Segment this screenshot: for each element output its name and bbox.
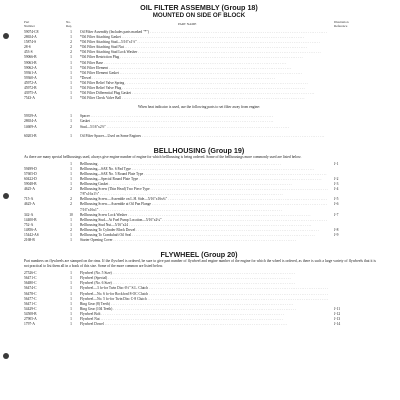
part-number: 28-S bbox=[24, 45, 31, 50]
parts-row bbox=[18, 96, 380, 101]
part-name: Bellhousing—SAE No. 5 Round Plate Type . . . bbox=[80, 172, 328, 177]
part-name: *Dowel . . . bbox=[80, 76, 328, 81]
parts-row bbox=[18, 322, 380, 327]
part-number: 715-A bbox=[24, 197, 34, 202]
part-name: Ring Gear (8) Teeth) . . . bbox=[80, 302, 328, 307]
part-name: Flywheel (No. 6 Size) . . . bbox=[80, 281, 328, 286]
qty: 1 bbox=[70, 322, 72, 327]
qty: 2 bbox=[70, 202, 72, 207]
part-name: Flywheel—3 fo-for Twin Disc 6½" S.L. Clutch . . . bbox=[80, 286, 328, 291]
qty: 1 bbox=[70, 286, 72, 291]
qty: 1 bbox=[70, 80, 72, 85]
part-number: 43975-A bbox=[24, 91, 37, 96]
part-name: Stud—5/16"x2½" . . . bbox=[80, 125, 328, 130]
qty: 2 bbox=[70, 227, 72, 232]
qty: 2 bbox=[70, 45, 72, 50]
qty: 2 bbox=[70, 40, 72, 45]
part-number: 56474-C bbox=[24, 286, 37, 291]
qty: 1 bbox=[70, 65, 72, 70]
qty: 1 bbox=[70, 114, 72, 119]
part-name: Bellhousing—SAE No. 6 Pad Type . . . bbox=[80, 167, 328, 172]
part-name: Bellhousing To Cylinder Block Dowel . . . bbox=[80, 228, 328, 233]
bellhousing-parts-list bbox=[18, 162, 380, 244]
part-number: 56471-C bbox=[24, 276, 37, 281]
part-name: Gasket . . . bbox=[80, 119, 328, 124]
part-name: Bellhousing Screw—Assemble at Oil Pan Flange . . . bbox=[80, 202, 328, 207]
flywheel-intro: Part numbers on flywheels are stamped on the rims. If the flywheel is ordered, be sure to give part number of flywheel and engine number of the engine for which the wheel is ordered, as there is such a large variety of flywheels that it is not practical to list them all in a book of this size. Some of the more common are listed below. bbox=[24, 259, 376, 269]
part-number: 60203-B bbox=[24, 133, 37, 138]
part-number: 57605-D bbox=[24, 171, 37, 176]
qty: 1 bbox=[70, 91, 72, 96]
part-name: *Oil Filter Relief Valve Spring . . . bbox=[80, 81, 328, 86]
qty: 1 bbox=[70, 306, 72, 311]
qty: 1 bbox=[70, 75, 72, 80]
part-name: Flywheel Bolt . . . bbox=[80, 312, 328, 317]
part-name: Flywheel—No. 5 fo-for Twin Disc C-8 Clutch . . . bbox=[80, 297, 328, 302]
qty: 1 bbox=[70, 133, 72, 138]
part-name: Bellhousing—Special Round Plate Type . . . bbox=[80, 177, 328, 182]
part-name: *Oil Filter Check Valve Ball . . . bbox=[80, 96, 328, 101]
part-name: Ring Gear (104 Teeth) . . . bbox=[80, 307, 328, 312]
part-name: Starter Opening Cover . . . bbox=[80, 238, 328, 243]
part-name: *Oil Filter Attaching Gasket . . . bbox=[80, 35, 328, 40]
part-name: Bellhousing Stud—At Fuel Pump Location—5/16"x2¼" . . . bbox=[80, 218, 328, 223]
qty: 1 bbox=[70, 296, 72, 301]
illustration-ref: J-14 bbox=[334, 322, 341, 327]
part-number: 7543-A bbox=[24, 96, 35, 101]
header-illustration-ref: Illustration Reference bbox=[334, 20, 349, 28]
binder-hole bbox=[3, 193, 9, 199]
part-number: 342-A bbox=[24, 212, 34, 217]
qty: 1 bbox=[70, 176, 72, 181]
part-name: Bellhousing Screw—Assemble on L.H. Side—5/16"x16x¾" . . . bbox=[80, 197, 328, 202]
illustration-ref: J-4 bbox=[334, 187, 339, 192]
flywheel-title: FLYWHEEL (Group 20) bbox=[160, 250, 238, 260]
qty: 1 bbox=[70, 182, 72, 187]
column-headers bbox=[18, 20, 380, 30]
qty: 1 bbox=[70, 96, 72, 101]
part-number: 56471-C bbox=[24, 301, 37, 306]
qty: 1 bbox=[70, 222, 72, 227]
part-number: 59074-C8 bbox=[24, 30, 39, 34]
qty: 1 bbox=[70, 311, 72, 316]
qty: 2 bbox=[70, 124, 72, 129]
part-number: 59360-A bbox=[24, 75, 37, 80]
part-name: Flywheel (No. 5 Size) . . . bbox=[80, 271, 328, 276]
part-number: 59048-B bbox=[24, 182, 37, 187]
qty: 1 bbox=[70, 35, 72, 40]
part-number: 59063-B bbox=[24, 60, 37, 65]
illustration-ref: J-9 bbox=[334, 233, 339, 237]
part-name: Flywheel Dowel . . . bbox=[80, 322, 328, 327]
qty: 1 bbox=[70, 171, 72, 176]
illustration-ref: J-3 bbox=[334, 182, 339, 187]
parts-catalog-page bbox=[18, 0, 380, 327]
illustration-ref: J-13 bbox=[334, 317, 341, 322]
qty: 1 bbox=[70, 60, 72, 65]
illustration-ref: J-5 bbox=[334, 197, 339, 202]
part-number: 1797-A bbox=[24, 322, 35, 327]
qty: 1 bbox=[70, 86, 72, 91]
part-name: *Oil Filter Attaching Stud Lock Washer . . . bbox=[80, 50, 328, 55]
part-name: Bellhousing Stud Nut—5/16"x24 . . . bbox=[80, 223, 328, 228]
part-number: 28654-A bbox=[24, 35, 37, 40]
qty: 1 bbox=[70, 119, 72, 124]
oil-filter-parts-list bbox=[18, 30, 380, 101]
qty: 1 bbox=[70, 238, 72, 243]
part-name: Spacer . . . bbox=[80, 114, 328, 119]
qty: 1 bbox=[70, 30, 72, 34]
part-number: 59062-A bbox=[24, 65, 37, 70]
part-name: Flywheel Nut . . . bbox=[80, 317, 328, 322]
illustration-ref: J-12 bbox=[334, 311, 341, 316]
part-number: 453-S bbox=[24, 50, 33, 55]
part-number: 59359-A bbox=[24, 114, 37, 119]
part-number: 4625-A bbox=[24, 187, 35, 192]
part-number: 14400-B bbox=[24, 217, 37, 222]
qty: 1 bbox=[70, 276, 72, 281]
bellhousing-title: BELLHOUSING (Group 19) bbox=[153, 145, 245, 155]
part-number: 15442-AS bbox=[24, 233, 39, 237]
qty: 2 bbox=[70, 50, 72, 55]
part-name: Flywheel (Special) . . . bbox=[80, 276, 328, 281]
part-name: 7/16"x16x1" . . . bbox=[80, 208, 328, 213]
part-number: 45972-B bbox=[24, 86, 37, 91]
oil-filter-subtitle: MOUNTED ON SIDE OF BLOCK bbox=[152, 12, 246, 19]
part-number: 14856-A bbox=[24, 227, 37, 232]
binder-hole bbox=[3, 353, 9, 359]
illustration-ref: J-11 bbox=[334, 306, 341, 311]
part-number: 54508-B bbox=[24, 311, 37, 316]
part-number: 59066-B bbox=[24, 55, 37, 60]
part-number: 28654-A bbox=[24, 119, 37, 124]
header-part-number: Part Number bbox=[24, 20, 35, 28]
part-name: *Oil Filter Element Gasket . . . bbox=[80, 71, 328, 76]
part-name: *Oil Filter Relief Valve Plug . . . bbox=[80, 86, 328, 91]
part-number: 752-A bbox=[24, 222, 34, 227]
illustration-ref: J-8 bbox=[334, 227, 339, 232]
part-name: Flywheel—No. 6 fo-for Rockford 8-OC Clutch . . . bbox=[80, 292, 328, 297]
qty: 2 bbox=[70, 197, 72, 202]
bellhousing-intro: As there are many special bellhousings used, always give engine number of engine for which bellhousing is being ordered. Some of the bellhousings more commonly used are listed below. bbox=[24, 154, 302, 159]
qty: 1 bbox=[70, 317, 72, 322]
part-number: 56477-C bbox=[24, 296, 37, 301]
qty: 1 bbox=[70, 271, 72, 276]
qty: 1 bbox=[70, 70, 72, 75]
binder-holes bbox=[0, 0, 14, 400]
header-part-name: PART NAME bbox=[178, 22, 197, 26]
part-number: 60422-D bbox=[24, 176, 37, 181]
part-name: Bellhousing To Crankshaft Oil Seal . . . bbox=[80, 233, 328, 238]
qty: 1 bbox=[70, 166, 72, 171]
illustration-ref: J-6 bbox=[334, 202, 339, 207]
illustration-ref: J-7 bbox=[334, 212, 339, 217]
part-name: Oil Filter Assembly (Includes parts marked "*") . . . bbox=[80, 30, 328, 35]
qty: 10 bbox=[69, 212, 73, 217]
qty: 1 bbox=[70, 281, 72, 286]
part-name: Bellhousing . . . bbox=[80, 162, 328, 167]
oil-filter-title: OIL FILTER ASSEMBLY (Group 18) bbox=[140, 3, 258, 12]
header-qty: No. Req. bbox=[66, 20, 73, 28]
part-number: 14609-A bbox=[24, 124, 37, 129]
heat-indicator-parts-list bbox=[18, 114, 380, 129]
part-number: 45972-A bbox=[24, 80, 37, 85]
part-name: Bellhousing Screw (Thin Head) Two Piece Type . . . bbox=[80, 187, 328, 192]
qty: 1 bbox=[70, 291, 72, 296]
parts-row bbox=[18, 238, 380, 243]
part-name: *Oil Filter Attaching Stud—5/16"x1½" . . . bbox=[80, 40, 328, 45]
part-name: Bellhousing Gasket . . . bbox=[80, 182, 328, 187]
part-number: 4625-A bbox=[24, 202, 35, 207]
part-number: 27905-A bbox=[24, 317, 37, 322]
part-name: *Oil Filter Differential Plug Gasket . . . bbox=[80, 91, 328, 96]
part-name: Bellhousing Screw Lock Washer . . . bbox=[80, 213, 328, 218]
illustration-ref: J-2 bbox=[334, 176, 339, 181]
flywheel-parts-list bbox=[18, 271, 380, 327]
part-name: 7/8"x16x1½" . . . bbox=[80, 192, 328, 197]
part-number: 59361-A bbox=[24, 70, 37, 75]
parts-row bbox=[18, 134, 380, 139]
part-name: *Oil Filter Attaching Stud Nut . . . bbox=[80, 45, 328, 50]
part-name: *Oil Filter Restriction Plug . . . bbox=[80, 55, 328, 60]
qty: 2 bbox=[70, 187, 72, 192]
part-number: 27526-C bbox=[24, 271, 37, 276]
part-number: 59499-D bbox=[24, 166, 37, 171]
part-number: 56478-C bbox=[24, 291, 37, 296]
part-name: *Oil Filter Base . . . bbox=[80, 61, 328, 66]
part-number: 15874-S bbox=[24, 40, 37, 45]
part-number: 56480-C bbox=[24, 281, 37, 286]
part-number: 2168-B bbox=[24, 238, 35, 243]
qty: 1 bbox=[70, 301, 72, 306]
parts-row bbox=[18, 125, 380, 130]
qty: 1 bbox=[70, 161, 72, 166]
qty: 1 bbox=[70, 233, 72, 237]
binder-hole bbox=[3, 33, 9, 39]
part-name: *Oil Filter Element . . . bbox=[80, 66, 328, 71]
qty: 1 bbox=[70, 55, 72, 60]
heat-indicator-note: When heat indicator is used, use the following parts to set filter away from engine: bbox=[138, 105, 260, 110]
part-name: Oil Filter Spacer—Used on Some Engines . . . bbox=[80, 134, 328, 139]
illustration-ref: J-1 bbox=[334, 161, 339, 166]
part-number: 54429-C bbox=[24, 306, 37, 311]
qty: 1 bbox=[70, 217, 72, 222]
